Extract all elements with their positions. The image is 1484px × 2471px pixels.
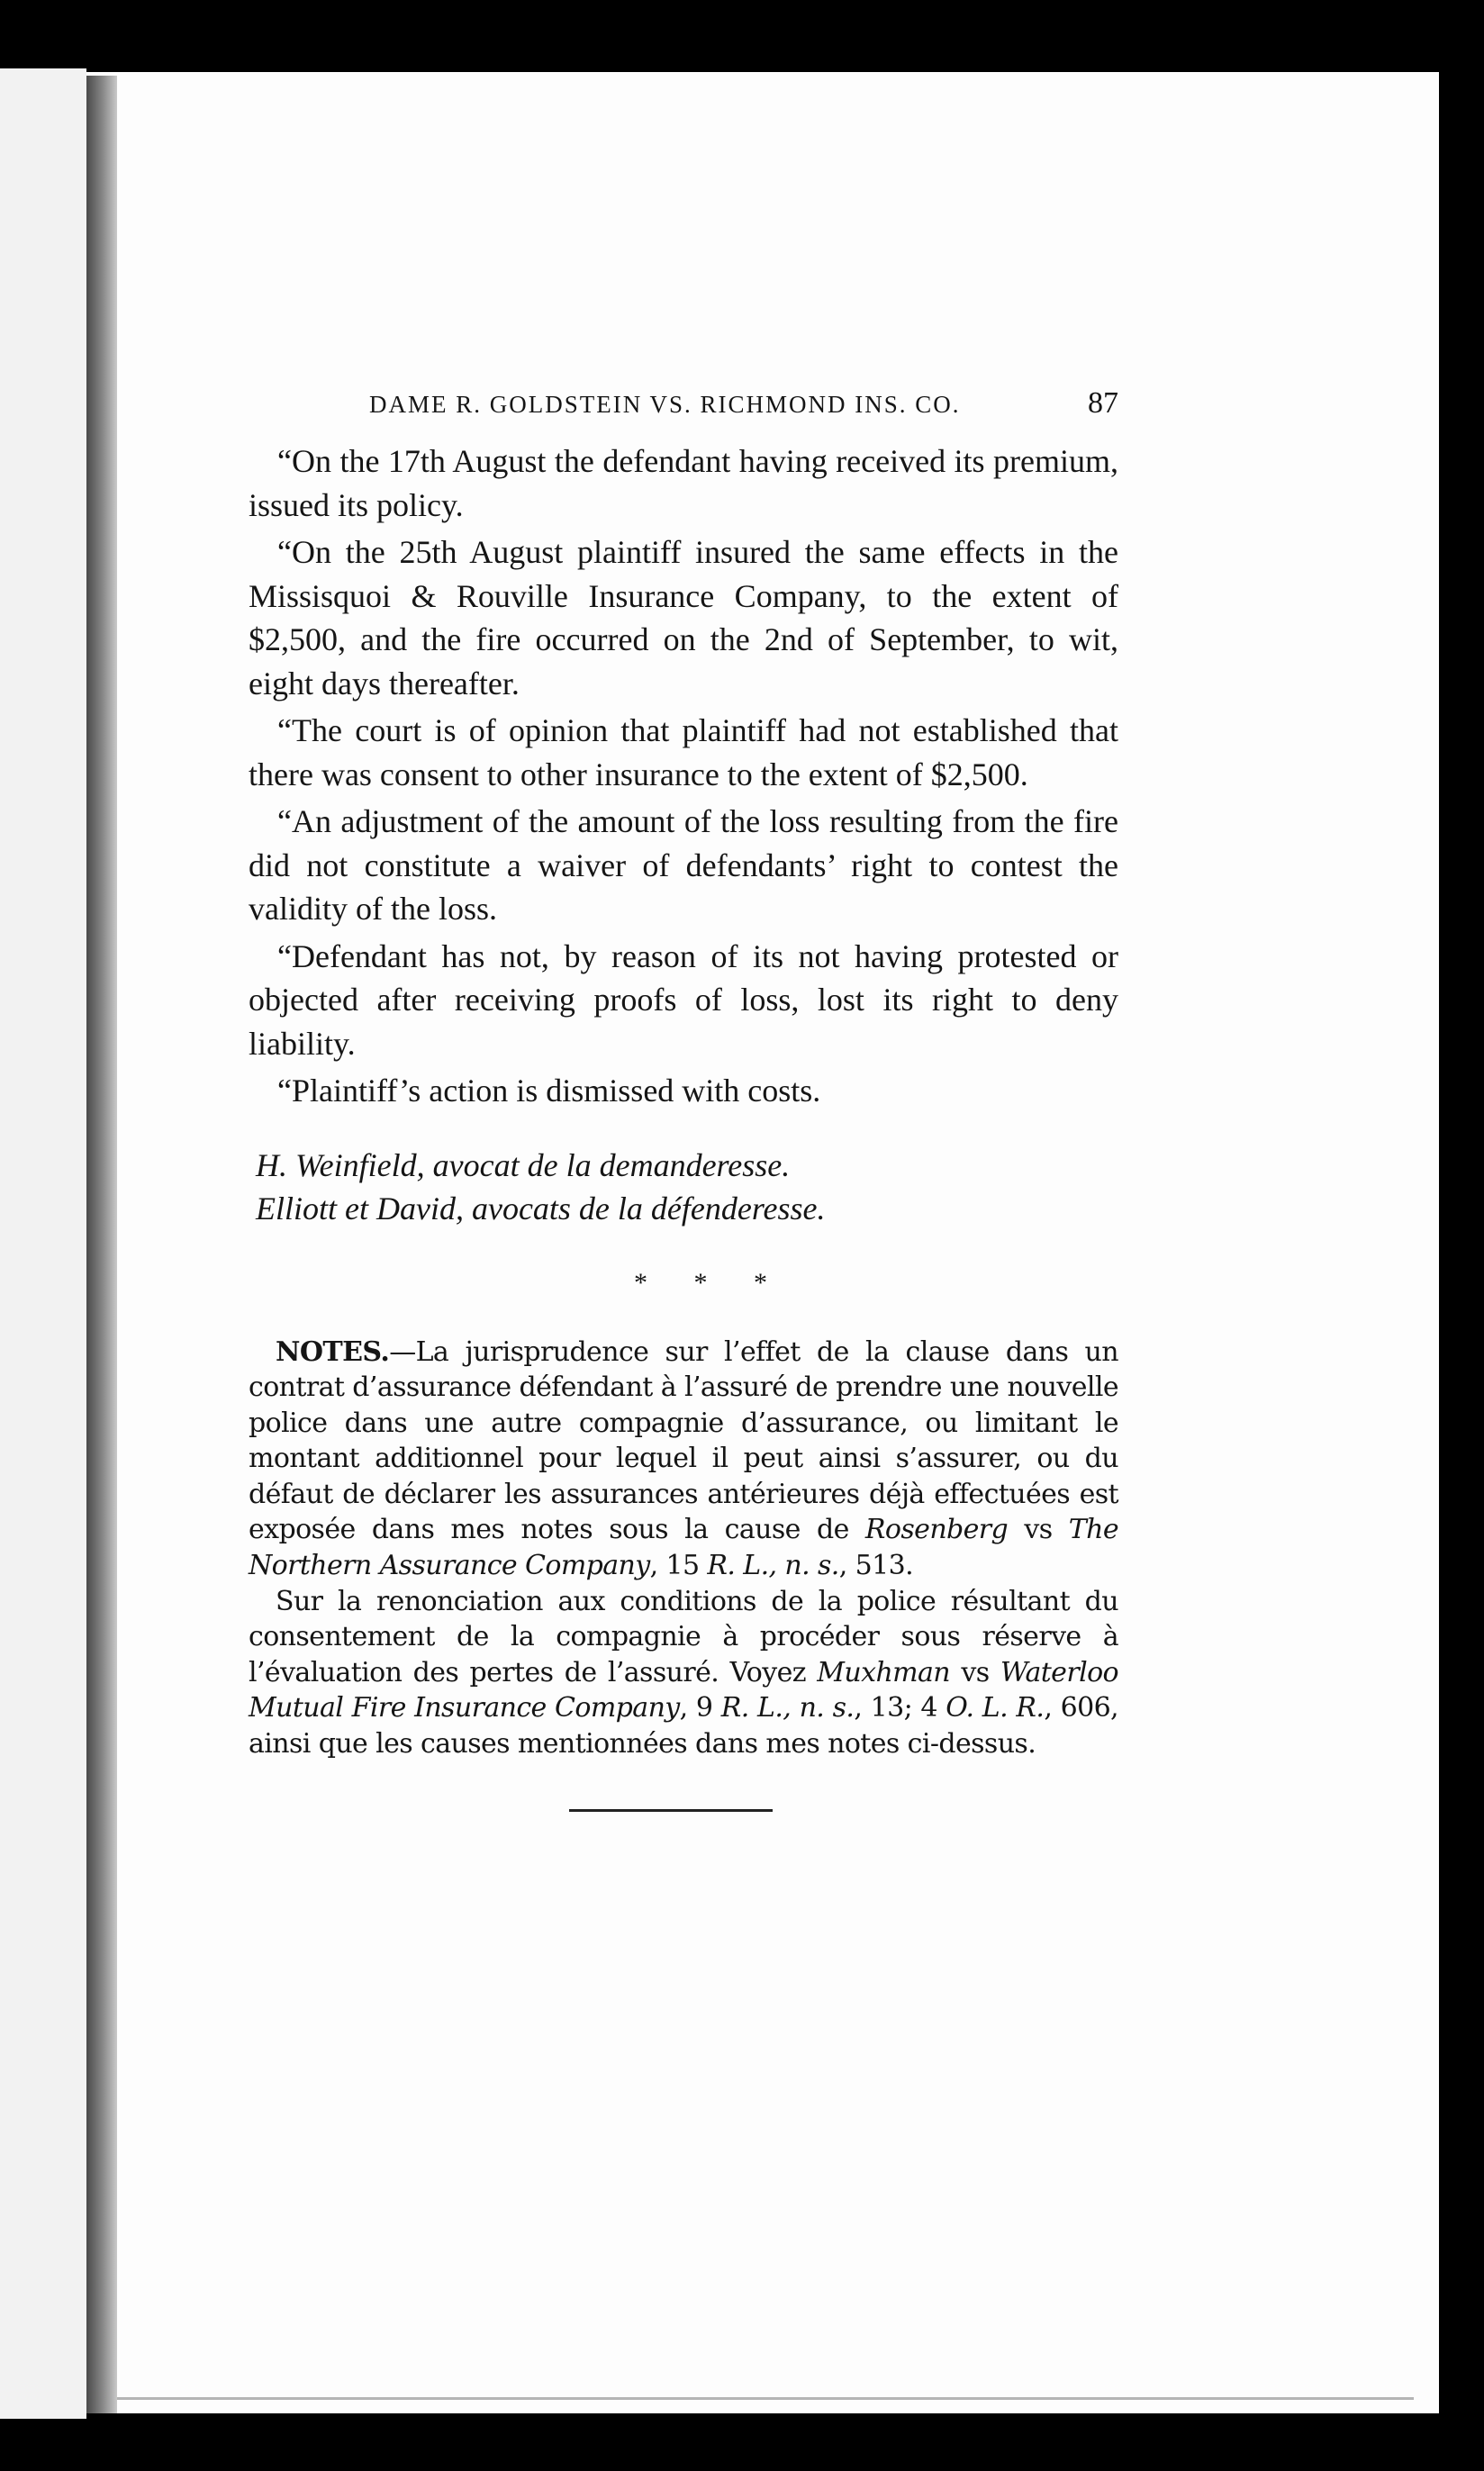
section-asterism: * * *: [634, 1267, 787, 1298]
notes-heading: NOTES.: [276, 1335, 390, 1368]
reporter-citation: R. L., n. s.: [707, 1550, 839, 1582]
running-head: [369, 378, 1118, 429]
running-head-title: DAME R. GOLDSTEIN VS. RICHMOND INS. CO.: [369, 391, 961, 418]
page-number: 87: [1088, 386, 1118, 420]
notes-text: vs: [950, 1656, 1000, 1688]
paragraph-4: “An adjustment of the amount of the loss resulting from the fire did not constitute a waiver of defendants’ right to contest the validity of the loss.: [249, 803, 1118, 927]
notes-text: , 13; 4: [854, 1692, 946, 1724]
counsel-defendant: Elliott et David, avocats de la défenderesse.: [256, 1190, 826, 1226]
counsel-block: [256, 1144, 1118, 1230]
reporter-citation: O. L. R.: [946, 1692, 1045, 1724]
notes-text: , 15: [649, 1550, 708, 1582]
case-name: Waterloo Mutual Fire Insurance Company: [249, 1656, 1118, 1724]
page-text: [249, 378, 1118, 1812]
notes-paragraph-1: [249, 1335, 1118, 1584]
paragraph-5: “Defendant has not, by reason of its not having protested or objected after receiving proofs of loss, lost its right to deny liability.: [249, 937, 1118, 1062]
notes-text: , 9: [679, 1692, 721, 1724]
facing-page-edge: [0, 68, 86, 2419]
paragraph-3: “The court is of opinion that plaintiff had not established that there was consent to other insurance to the extent of $2,500.: [249, 712, 1118, 792]
book-gutter-shadow: [86, 76, 117, 2413]
notes-text: , 606, ainsi que les causes mentionnées dans mes notes ci-dessus.: [249, 1692, 1118, 1760]
case-name: Muxhman: [817, 1656, 951, 1688]
reporter-citation: R. L., n. s.: [720, 1692, 855, 1724]
notes-text: , 513.: [838, 1550, 914, 1582]
notes-text: vs: [1008, 1514, 1069, 1546]
paragraph-2: “On the 25th August plaintiff insured the same effects in the Missisquoi & Rouville Insurance Company, to the extent of $2,500, and the fire occurred on the 2nd of September, to wit, eight days thereafter.: [249, 534, 1118, 701]
paragraph-6: “Plaintiff’s action is dismissed with costs.: [277, 1073, 821, 1109]
paragraph-1: “On the 17th August the defendant having received its premium, issued its policy.: [249, 443, 1118, 523]
case-name: The Northern Assurance Company: [249, 1514, 1118, 1582]
closing-rule: [569, 1809, 773, 1812]
notes-paragraph-2: [249, 1584, 1118, 1762]
page-bottom-edge: [117, 2397, 1414, 2400]
counsel-plaintiff: H. Weinfield, avocat de la demanderesse.: [256, 1146, 791, 1183]
case-name: Rosenberg: [864, 1514, 1009, 1546]
notes-text: —La jurisprudence sur l’effet de la clause dans un contrat d’assurance défendant à l’assuré de prendre une nouvelle police dans une autre compagnie d’assurance, ou limitant le montant additionnel pour lequel il peut ainsi s’assurer, ou du défaut de déclarer les assurances antérieures déjà effectuées est exposée dans mes notes sous la cause de: [249, 1335, 1118, 1546]
notes-text: Sur la renonciation aux conditions de la police résultant du consentement de la compagnie à procéder sous réserve à l’évaluation des pertes de l’assuré. Voyez: [249, 1585, 1118, 1688]
